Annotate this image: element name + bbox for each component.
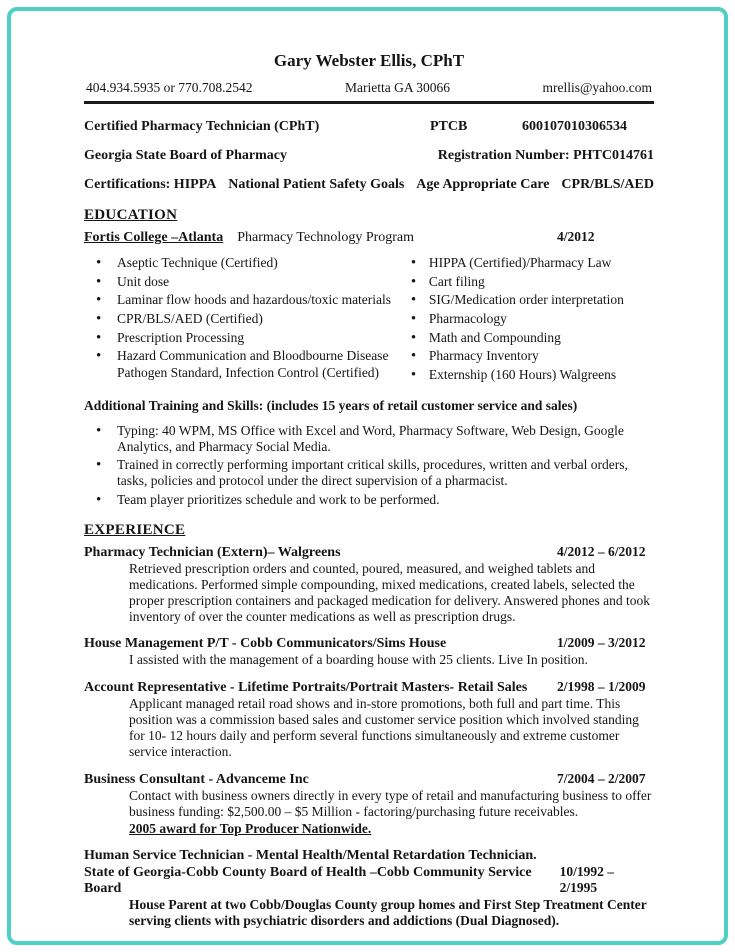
- candidate-name: Gary Webster Ellis, CPhT: [273, 51, 465, 70]
- job-title: House Management P/T - Cobb Communicators/Sims House: [84, 636, 447, 652]
- education-skills-left: [84, 255, 409, 386]
- job-entry: [84, 771, 654, 837]
- additional-skills-section: [84, 398, 654, 508]
- job-header-row: [84, 635, 654, 652]
- registration-board: Georgia State Board of Pharmacy: [84, 148, 287, 163]
- registration-number: Registration Number: PHTC014761: [437, 148, 654, 163]
- certification-row-registration: [84, 148, 654, 164]
- job-subtitle-row: [84, 864, 654, 897]
- education-skill-item: • Pharmacy Inventory: [409, 348, 654, 364]
- school-row: [84, 229, 654, 246]
- education-skill-item: • Unit dose: [84, 274, 409, 290]
- license-board: PTCB: [430, 119, 468, 134]
- job-date: 1/2009 – 3/2012: [557, 635, 646, 651]
- skill-item: • Team player prioritizes schedule and work to be performed.: [84, 492, 654, 508]
- education-section: [84, 207, 654, 386]
- resume-header: [84, 51, 654, 104]
- job-date: 4/2012 – 6/2012: [557, 543, 646, 559]
- education-skill-item: • Aseptic Technique (Certified): [84, 255, 409, 271]
- job-title: Human Service Technician - Mental Health/Mental Retardation Technician.: [84, 847, 537, 863]
- contact-location: Marietta GA 30066: [344, 80, 450, 95]
- job-list: [84, 544, 654, 929]
- job-subtitle: State of Georgia-Cobb County Board of Health –Cobb Community Service Board: [84, 864, 532, 896]
- education-skill-columns: [84, 255, 654, 386]
- job-description: Applicant managed retail road shows and in-store promotions, both full and part time. This position was a commission based sales and customer service position which involved standing for 10- 12 hours daily and perform several functions simultaneously and extreme customer service interaction.: [129, 696, 639, 760]
- contact-phone: 404.934.5935 or 770.708.2542: [86, 80, 253, 95]
- education-skill-item: • Prescription Processing: [84, 330, 409, 346]
- experience-section: [84, 522, 654, 929]
- certification-row-license: [84, 119, 654, 135]
- education-date: 4/2012: [557, 229, 595, 244]
- program-name: Pharmacy Technology Program: [237, 230, 415, 245]
- job-header-row: [84, 679, 654, 696]
- education-skill-item: • HIPPA (Certified)/Pharmacy Law: [409, 255, 654, 271]
- job-entry: [84, 679, 654, 760]
- experience-heading: EXPERIENCE: [84, 521, 186, 538]
- education-skill-item: • CPR/BLS/AED (Certified): [84, 311, 409, 327]
- job-date: 7/2004 – 2/2007: [557, 771, 646, 787]
- education-skill-item: • Math and Compounding: [409, 330, 654, 346]
- certification-item: Certifications: HIPPA: [84, 177, 217, 192]
- job-header-row: [84, 544, 654, 561]
- skill-item: • Typing: 40 WPM, MS Office with Excel and Word, Pharmacy Software, Web Design, Google Analytics, and Pharmacy Social Media.: [84, 423, 654, 455]
- job-entry: [84, 635, 654, 668]
- contact-email: mrellis@yahoo.com: [542, 80, 652, 95]
- education-skill-item: • Externship (160 Hours) Walgreens: [409, 367, 654, 383]
- education-skill-item: • SIG/Medication order interpretation: [409, 292, 654, 308]
- certification-item: CPR/BLS/AED: [561, 177, 654, 192]
- job-description: Contact with business owners directly in every type of retail and manufacturing business to offer business funding: $2,500.00 – $5 Million - factoring/purchasing future receivables.: [129, 788, 652, 819]
- job-description: House Parent at two Cobb/Douglas County group homes and First Step Treatment Center serving clients with psychiatric disorders and addictions (Dual Diagnosed).: [129, 896, 647, 928]
- certification-item: Age Appropriate Care: [416, 177, 550, 192]
- education-skill-item: • Laminar flow hoods and hazardous/toxic materials: [84, 292, 409, 308]
- job-description: I assisted with the management of a boarding house with 25 clients. Live In position.: [129, 652, 588, 668]
- job-entry: [84, 544, 654, 625]
- job-title: Pharmacy Technician (Extern)– Walgreens: [84, 544, 341, 560]
- job-title: Business Consultant - Advanceme Inc: [84, 772, 309, 788]
- education-skill-item: • Hazard Communication and Bloodbourne Disease Pathogen Standard, Infection Control (Certified): [84, 348, 409, 380]
- education-skills-right: [409, 255, 654, 386]
- decorative-border: [7, 7, 728, 945]
- job-subtitle-date: 10/1992 – 2/1995: [559, 863, 614, 895]
- job-award: 2005 award for Top Producer Nationwide.: [129, 820, 372, 836]
- job-date: 2/1998 – 1/2009: [557, 679, 646, 695]
- education-heading: EDUCATION: [84, 207, 178, 223]
- education-skill-item: • Pharmacology: [409, 311, 654, 327]
- job-entry: [84, 848, 654, 929]
- additional-skills-heading: Additional Training and Skills: (includes 15 years of retail customer service and sales): [84, 397, 578, 413]
- job-header-row: [84, 771, 654, 788]
- job-title: Account Representative - Lifetime Portraits/Portrait Masters- Retail Sales: [84, 680, 528, 696]
- contact-row: [84, 80, 654, 104]
- job-header-row: [84, 848, 654, 864]
- license-title: Certified Pharmacy Technician (CPhT): [84, 119, 320, 134]
- skill-item: • Trained in correctly performing important critical skills, procedures, written and verbal orders, tasks, policies and protocol under the direct supervision of a pharmacist.: [84, 457, 654, 489]
- job-description: Retrieved prescription orders and counted, poured, measured, and weighed tablets and medications. Performed simple compounding, mixed medications, created labels, selected the proper prescription containers and packaged medication for delivery. Answered phones and took inventory of over the counter medications as well as prescription drugs.: [129, 560, 650, 624]
- skills-list: [84, 423, 654, 508]
- school-name: Fortis College –Atlanta: [84, 230, 224, 245]
- education-skill-item: • Cart filing: [409, 274, 654, 290]
- certifications-list-row: [84, 177, 654, 193]
- certification-item: National Patient Safety Goals: [228, 177, 405, 192]
- license-number: 600107010306534: [522, 119, 627, 134]
